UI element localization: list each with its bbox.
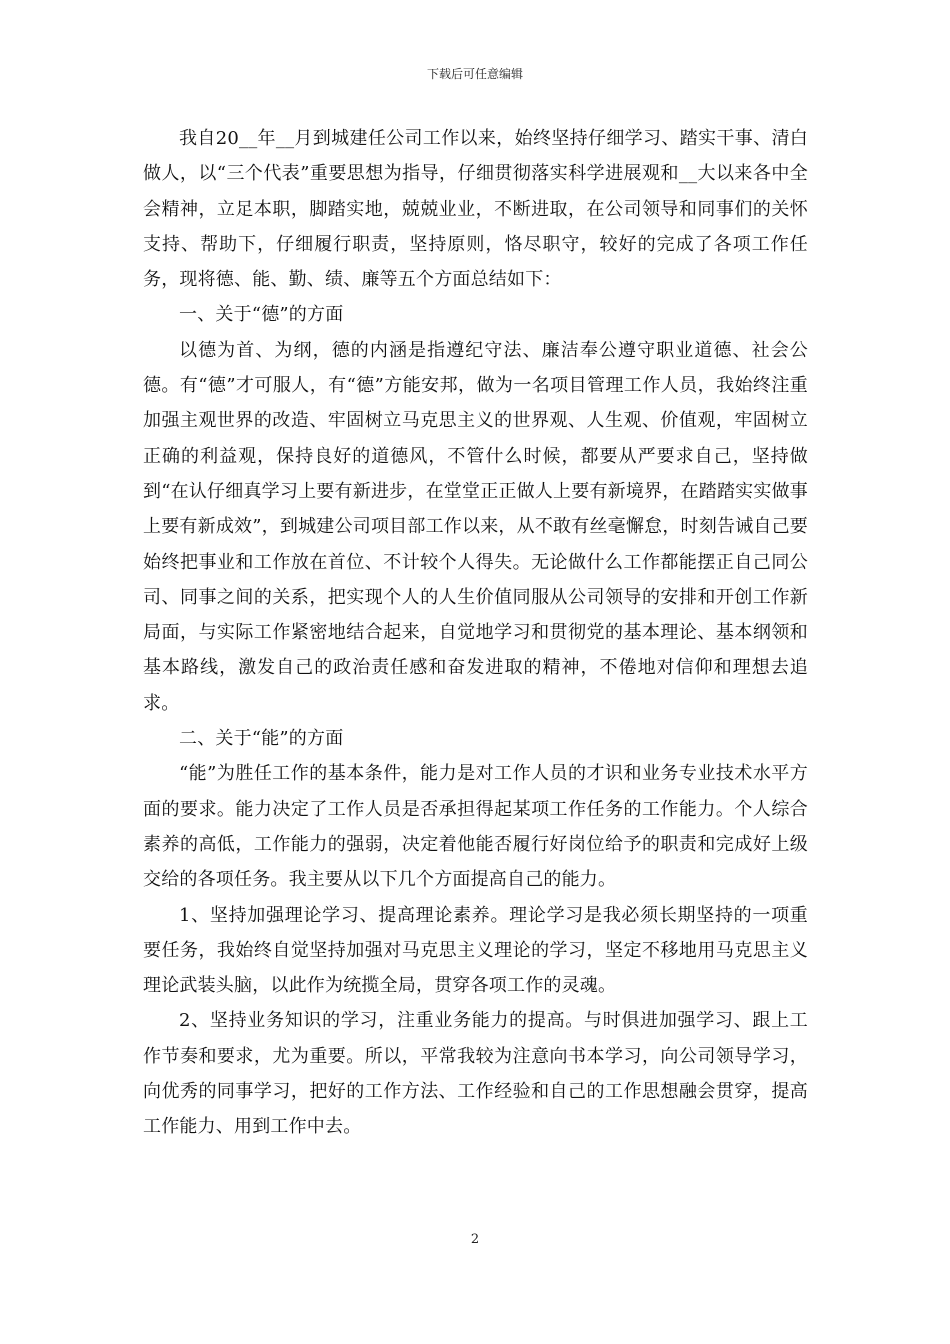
page-number: 2: [470, 1232, 480, 1247]
neng-paragraph: “能”为胜任工作的基本条件，能力是对工作人员的才识和业务专业技术水平方面的要求。能力决定了工作人员是否承担得起某项工作任务的工作能力。个人综合素养的高低，工作能力的强弱，决定着他能否履行好岗位给予的职责和完成好上级交给的各项任务。我主要从以下几个方面提高自己的能力。: [143, 763, 808, 891]
section-heading-neng: 二、关于“能”的方面: [179, 728, 344, 750]
page-header: 下载后可任意编辑: [426, 67, 523, 81]
section-heading-de: 一、关于“德”的方面: [179, 304, 344, 326]
de-paragraph: 以德为首、为纲，德的内涵是指遵纪守法、廉洁奉公遵守职业道德、社会公德。有“德”才可服人，有“德”方能安邦，做为一名项目管理工作人员，我始终注重加强主观世界的改造、牢固树立马克思主义的世界观、人生观、价值观，牢固树立正确的利益观，保持良好的道德风，不管什么时候，都要从严要求自己，坚持做到“在认仔细真学习上要有新进步，在堂堂正正做人上要有新境界，在踏踏实实做事上要有新成效”，到城建公司项目部工作以来，从不敢有丝毫懈怠，时刻告诫自己要始终把事业和工作放在首位、不计较个人得失。无论做什么工作都能摆正自己同公司、同事之间的关系，把实现个人的人生价值同服从公司领导的安排和开创工作新局面，与实际工作紧密地结合起来，自觉地学习和贯彻党的基本理论、基本纲领和基本路线，激发自己的政治责任感和奋发进取的精神，不倦地对信仰和理想去追求。: [143, 339, 808, 714]
item-1-paragraph: 1、坚持加强理论学习、提高理论素养。理论学习是我必须长期坚持的一项重要任务，我始终自觉坚持加强对马克思主义理论的学习，坚定不移地用马克思主义理论武装头脑，以此作为统揽全局，贯穿各项工作的灵魂。: [143, 904, 808, 997]
intro-paragraph: 我自20__年__月到城建任公司工作以来，始终坚持仔细学习、踏实干事、清白做人，以“三个代表”重要思想为指导，仔细贯彻落实科学进展观和__大以来各中全会精神，立足本职，脚踏实地，兢兢业业，不断进取，在公司领导和同事们的关怀支持、帮助下，仔细履行职责，坚持原则，恪尽职守，较好的完成了各项工作任务，现将德、能、勤、绩、廉等五个方面总结如下：: [143, 128, 808, 291]
item-2-paragraph: 2、坚持业务知识的学习，注重业务能力的提高。与时俱进加强学习、跟上工作节奏和要求，尤为重要。所以，平常我较为注意向书本学习，向公司领导学习，向优秀的同事学习，把好的工作方法、工作经验和自己的工作思想融会贯穿，提高工作能力、用到工作中去。: [143, 1010, 808, 1138]
document-body: [143, 121, 808, 1145]
